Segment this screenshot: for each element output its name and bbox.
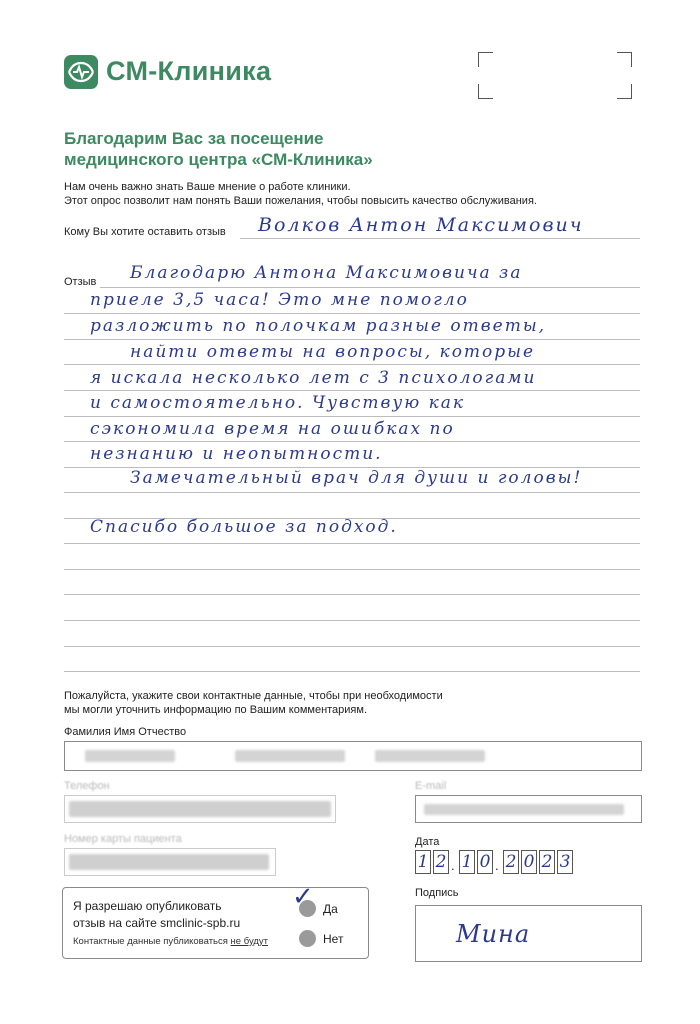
consent-no-radio[interactable] <box>299 930 316 947</box>
publish-consent-box <box>62 882 369 959</box>
recipient-label: Кому Вы хотите оставить отзыв <box>64 226 226 238</box>
review-text-line: я искала несколько лет с 3 психологами <box>90 368 537 388</box>
date-digit: 0 <box>477 850 493 874</box>
date-digit: 2 <box>433 850 449 874</box>
review-rule-line <box>64 390 640 391</box>
review-rule-line <box>64 620 640 621</box>
review-rule-line <box>64 313 640 314</box>
full-name-field[interactable] <box>64 741 642 771</box>
date-label: Дата <box>415 836 440 848</box>
consent-text: Я разрешаю опубликовать отзыв на сайте smclinic-spb.ru <box>73 899 241 930</box>
corner-mark-top-right <box>617 52 632 67</box>
review-rule-line <box>64 543 640 544</box>
consent-note: Контактные данные публиковаться не будут <box>73 936 269 947</box>
review-rule-line <box>64 416 640 417</box>
review-rule-line <box>100 287 640 288</box>
date-separator: . <box>495 858 499 873</box>
review-text-line: приеле 3,5 часа! Это мне помогло <box>90 290 469 310</box>
checkmark-icon: ✓ <box>292 882 314 912</box>
email-field[interactable] <box>415 795 642 823</box>
date-digit: 2 <box>503 850 519 874</box>
review-rule-line <box>64 492 640 493</box>
page-title: Благодарим Вас за посещение медицинского центра «СМ-Клиника» <box>64 129 373 169</box>
recipient-value[interactable]: Волков Антон Максимович <box>258 214 584 236</box>
date-digit: 1 <box>459 850 475 874</box>
review-rule-line <box>64 339 640 340</box>
redacted-text <box>424 804 624 815</box>
corner-mark-bottom-left <box>478 84 493 99</box>
review-text-line: Замечательный врач для души и головы! <box>130 468 583 488</box>
full-name-label: Фамилия Имя Отчество <box>64 726 187 738</box>
review-label: Отзыв <box>64 276 97 288</box>
redacted-text <box>69 801 331 817</box>
date-digit: 1 <box>415 850 431 874</box>
intro-text: Нам очень важно знать Ваше мнение о работе клиники. Этот опрос позволит нам понять Ваши пожелания, чтобы повысить качество обслуживания. <box>64 181 537 207</box>
review-text-line: Благодарю Антона Максимовича за <box>130 263 523 283</box>
review-rule-line <box>64 671 640 672</box>
review-rule-line <box>64 594 640 595</box>
review-rule-line <box>64 569 640 570</box>
review-text-line: и самостоятельно. Чувствую как <box>90 393 466 413</box>
review-rule-line <box>64 646 640 647</box>
email-label: E-mail <box>415 780 447 792</box>
redacted-text <box>235 750 345 762</box>
redacted-text <box>375 750 485 762</box>
recipient-line <box>240 238 640 239</box>
date-digit: 2 <box>539 850 555 874</box>
review-rule-line <box>64 364 640 365</box>
review-rule-line <box>64 441 640 442</box>
signature-value: Мина <box>456 920 531 948</box>
date-digit: 3 <box>557 850 573 874</box>
corner-mark-top-left <box>478 52 493 67</box>
contact-prompt: Пожалуйста, укажите свои контактные данные, чтобы при необходимости мы могли уточнить информацию по Вашим комментариям. <box>64 690 443 716</box>
signature-label: Подпись <box>415 887 459 899</box>
review-text-line: разложить по полочкам разные ответы, <box>90 316 547 336</box>
date-digit: 0 <box>521 850 537 874</box>
phone-label: Телефон <box>64 780 110 792</box>
date-separator: . <box>451 858 455 873</box>
card-label: Номер карты пациента <box>64 833 182 845</box>
signature-field[interactable] <box>415 905 642 962</box>
phone-field[interactable] <box>64 795 336 823</box>
card-field[interactable] <box>64 848 276 876</box>
redacted-text <box>69 854 269 870</box>
clinic-logo-text: СМ-Клиника <box>106 56 272 86</box>
review-text-line: незнанию и неопытности. <box>90 444 383 464</box>
clinic-logo-icon <box>64 55 98 89</box>
review-text-line: Спасибо большое за подход. <box>90 517 398 537</box>
consent-yes-label: Да <box>323 902 338 916</box>
corner-mark-bottom-right <box>617 84 632 99</box>
consent-no-label: Нет <box>323 932 344 946</box>
redacted-text <box>85 750 175 762</box>
review-text-line: сэкономила время на ошибках по <box>90 419 455 439</box>
review-text-line: найти ответы на вопросы, которые <box>130 342 536 362</box>
